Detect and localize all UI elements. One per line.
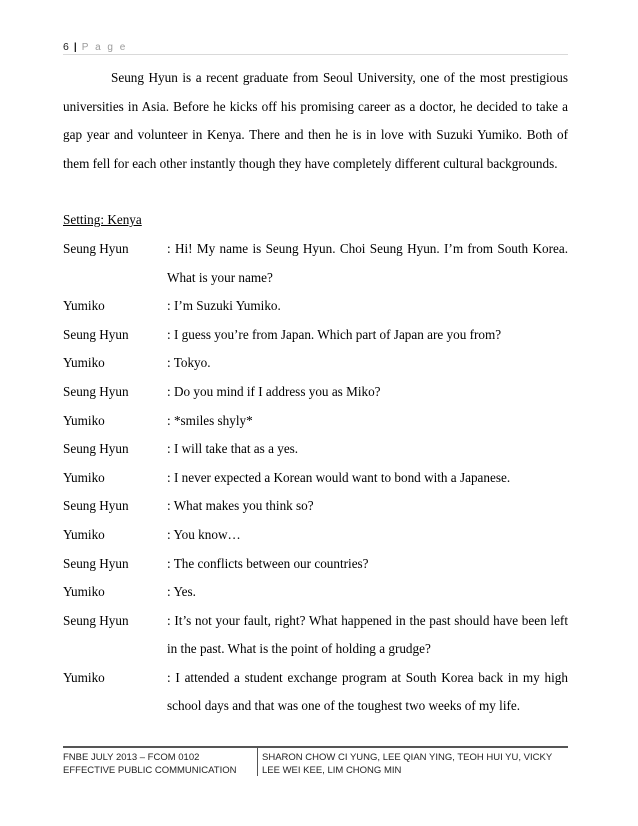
page-label: P a g e (81, 41, 128, 53)
dialogue-line: : I will take that as a yes. (167, 441, 299, 457)
speaker-name: Yumiko (63, 412, 105, 428)
dialogue-line: : What makes you think so? (167, 498, 314, 514)
dialogue-line: : *smiles shyly* (167, 412, 253, 428)
speaker-name: Yumiko (63, 669, 105, 685)
speaker-name: Yumiko (63, 298, 105, 314)
dialogue (63, 235, 568, 721)
dialogue-line: : The conflicts between our countries? (167, 555, 369, 571)
speaker-name: Seung Hyun (63, 326, 129, 342)
dialogue-line: : I’m Suzuki Yumiko. (167, 298, 281, 314)
speaker-name: Seung Hyun (63, 383, 129, 399)
dialogue-turn (63, 550, 568, 579)
speaker-name: Yumiko (63, 584, 105, 600)
dialogue-turn (63, 521, 568, 550)
dialogue-line: : Yes. (167, 584, 196, 600)
footer-authors-line: LEE WEI KEE, LIM CHONG MIN (262, 764, 402, 776)
speaker-name: Yumiko (63, 469, 105, 485)
dialogue-turn (63, 607, 568, 664)
header-separator: | (73, 41, 77, 53)
header-rule (63, 54, 568, 55)
dialogue-line: : Do you mind if I address you as Miko? (167, 383, 381, 399)
speaker-name: Seung Hyun (63, 612, 129, 628)
dialogue-turn (63, 321, 568, 350)
footer-course (63, 752, 253, 777)
page-number: 6 (63, 41, 69, 53)
speaker-name: Seung Hyun (63, 240, 129, 256)
dialogue-turn (63, 464, 568, 493)
dialogue-line: : I attended a student exchange program at South Korea back in my high school days and that was one of the toughest two weeks of my life. (167, 669, 568, 714)
speaker-name: Seung Hyun (63, 441, 129, 457)
dialogue-turn (63, 292, 568, 321)
intro-paragraph: Seung Hyun is a recent graduate from Seoul University, one of the most prestigious universities in Asia. Before he kicks off his promising career as a doctor, he decided to take a gap year and volunteer in Kenya. There and then he is in love with Suzuki Yumiko. Both of them fell for each other instantly though they have completely different cultural backgrounds. (63, 70, 568, 171)
footer-course-title: EFFECTIVE PUBLIC COMMUNICATION (63, 764, 237, 776)
dialogue-line: : You know… (167, 526, 241, 542)
dialogue-turn (63, 492, 568, 521)
dialogue-turn (63, 235, 568, 292)
dialogue-line: : It’s not your fault, right? What happened in the past should have been left in the past. What is the point of holding a grudge? (167, 612, 568, 657)
footer-authors-line: SHARON CHOW CI YUNG, LEE QIAN YING, TEOH HUI YU, VICKY (262, 752, 553, 763)
dialogue-turn (63, 407, 568, 436)
speaker-name: Seung Hyun (63, 555, 129, 571)
dialogue-turn (63, 664, 568, 721)
footer-course-code: FNBE JULY 2013 – FCOM 0102 (63, 752, 200, 763)
dialogue-line: : Tokyo. (167, 355, 211, 371)
document-body (63, 64, 568, 721)
dialogue-turn (63, 435, 568, 464)
dialogue-line: : I never expected a Korean would want to bond with a Japanese. (167, 469, 511, 485)
dialogue-turn (63, 349, 568, 378)
footer-rule (63, 746, 568, 748)
footer-authors (262, 752, 567, 777)
footer-divider (257, 748, 258, 776)
dialogue-line: : Hi! My name is Seung Hyun. Choi Seung Hyun. I’m from South Korea. What is your name? (167, 240, 568, 285)
speaker-name: Yumiko (63, 355, 105, 371)
dialogue-turn (63, 578, 568, 607)
dialogue-line: : I guess you’re from Japan. Which part of Japan are you from? (167, 326, 502, 342)
speaker-name: Yumiko (63, 526, 105, 542)
page-header (63, 40, 568, 54)
setting-heading: Setting: Kenya (63, 212, 142, 228)
speaker-name: Seung Hyun (63, 498, 129, 514)
dialogue-turn (63, 378, 568, 407)
